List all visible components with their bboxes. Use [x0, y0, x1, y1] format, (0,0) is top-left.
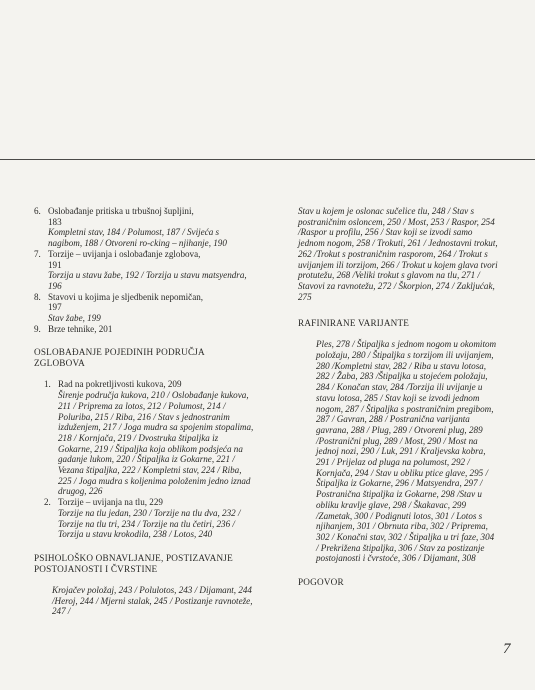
section-heading: OSLOBAĐANJE POJEDINIH PODRUČJA ZGLOBOVA [34, 347, 205, 369]
left-column [34, 206, 254, 617]
item-title: Brze tehnike, 201 [48, 323, 113, 334]
item-page: 183 [48, 216, 62, 227]
item-title: Stavovi u kojima je sljedbenik nepomičan, [48, 291, 204, 302]
item-page: 197 [48, 302, 62, 313]
item-number: 7. [34, 248, 41, 259]
item-title: Torzije – uvijanja na tlu, 229 [58, 497, 163, 508]
item-number: 6. [34, 206, 41, 216]
list-item [44, 497, 254, 540]
item-title: Rad na pokretljivosti kukova, 209 [58, 379, 182, 390]
page-number: 7 [503, 641, 511, 657]
section-entries: Krojačev položaj, 243 / Polulotos, 243 / Dijamant, 244 /Heroj, 244 / Mjerni stalak, 245 / Postizanje ravnoteže, 247 / [52, 584, 253, 617]
item-subentries: Širenje područja kukova, 210 / Oslobađanje kukova, 211 / Priprema za lotos, 212 / Polumost, 214 / Poluriba, 215 / Riba, 216 / Stav s jednostranim izduženjem, 217 / Joga mudra sa spojenim stopalima, 218 / Kornjača, 219 / Dvostruka štipaljka iz Gokarne, 219 / Štipaljka koja oblikom podsjeća na gadanje lukom, 220 / Štipaljka iz Gokarne, 221 / Vezana štipaljka, 222 / Kompletni stav, 224 / Riba, 225 / Joga mudra s koljenima položenim jedno iznad drugog, 226 [58, 390, 254, 497]
item-subentries: Torzije na tlu jedan, 230 / Torzije na tlu dva, 232 / Torzije na tlu tri, 234 / Torzije na tlu četiri, 236 / Torzija u stavu krokodila, 238 / Lotos, 240 [58, 507, 241, 540]
item-title: Oslobađanje pritiska u trbušnoj šupljini, [48, 206, 194, 216]
item-number: 1. [44, 379, 51, 390]
item-subentries: Kompletni stav, 184 / Polumost, 187 / Svijeća s nagibom, 188 / Otvoreni ro-cking – njihanje, 190 [48, 227, 227, 249]
section-entries: Ples, 278 / Štipaljka s jednom nogom u okomitom položaju, 280 / Štipaljka s torzijom ili uvijanjem, 280 /Kompletni stav, 282 / Riba u stavu lotosa, 282 / Žaba, 283 /Štipaljka u stojećem položaju, 284 / Konačan stav, 284 /Torzija ili uvijanje u stavu lotosa, 285 / Stav koji se izvodi jednom nogom, 287 / Štipaljka s postraničnim pregibom, 287 / Gavran, 288 / Postranična varijanta gavrana, 288 / Plug, 289 / Otvoreni plug, 289 /Postranični plug, 289 / Most, 290 / Most na jednoj nozi, 290 / Luk, 291 / Kraljevska kobra, 291 / Prijelaz od pluga na polumost, 292 / Kornjača, 294 / Stav u obliku ptice glave, 295 / Štipaljka iz Gokarne, 296 / Matsyendra, 297 / Postranična štipaljka iz Gokarne, 298 /Stav u obliku kravlje glave, 298 / Škakavac, 299 /Zametak, 300 / Podignuti lotos, 301 / Lotos s njihanjem, 301 / Obrnuta riba, 302 / Priprema, 302 / Konačni stav, 302 / Štipaljka u tri faze, 304 / Prekrižena štipaljka, 306 / Stav za postizanje postojanosti i čvrstoće, 306 / Dijamant, 308 [316, 339, 497, 564]
section-heading: PSIHOLOŠKO OBNAVLJANJE, POSTIZAVANJE POSTOJANOSTI I ČVRSTINE [34, 552, 233, 574]
section-heading: RAFINIRANE VARIJANTE [298, 318, 410, 329]
list-item [34, 292, 254, 324]
list-item [44, 379, 254, 497]
item-number: 9. [34, 323, 41, 334]
item-subentries: Stav žabe, 199 [48, 313, 101, 324]
item-number: 8. [34, 291, 41, 302]
item-title: Torzije – uvijanja i oslobađanje zglobova, [48, 248, 201, 259]
item-subentries: Torzija u stavu žabe, 192 / Torzija u stavu matsyendra, 196 [48, 270, 247, 291]
right-column [298, 206, 498, 598]
list-item [34, 206, 254, 249]
section-heading: POGOVOR [298, 577, 344, 588]
horizontal-rule [0, 159, 535, 160]
item-number: 2. [44, 497, 51, 508]
list-item [34, 324, 254, 335]
item-page: 191 [48, 259, 62, 270]
list-item [34, 249, 254, 292]
section-entries: Stav u kojem je oslonac sučelice tlu, 248 / Stav s postraničnim osloncem, 250 / Most, 253 / Raspor, 254 /Raspor u profilu, 256 / Stav koji se izvodi samo jednom nogom, 258 / Trokuti, 261 / Jednostavni trokut, 262 /Trokut s postraničnim rasporom, 264 / Trokut s uvijanjem ili torzijom, 266 / Trokut u kojem glava tvori protutežu, 268 /Veliki trokut s glavom na tlu, 271 / Stavovi za ravnotežu, 272 / Škorpion, 274 / Zakljućak, 275 [298, 206, 498, 302]
